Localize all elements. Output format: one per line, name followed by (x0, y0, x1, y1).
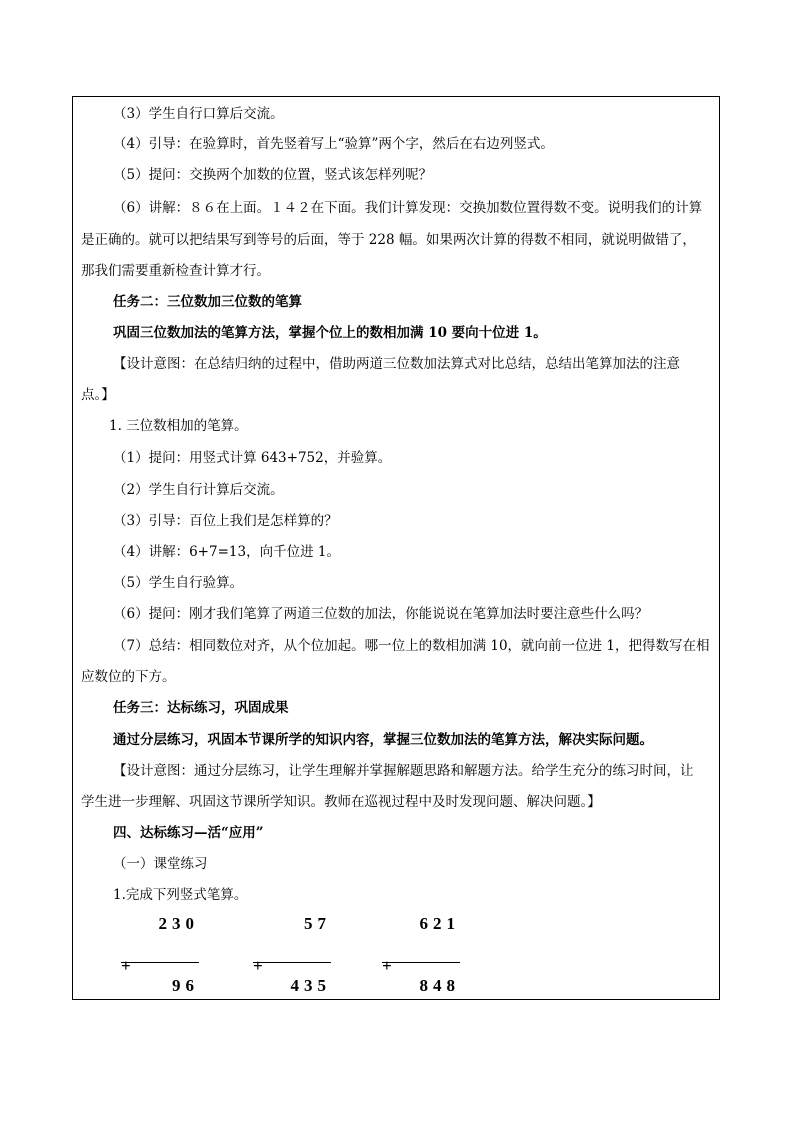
plus-sign: + (382, 956, 397, 975)
section-heading: 任务二：三位数加三位数的笔算 (113, 294, 302, 310)
text-line: （5）学生自行验算。 (113, 575, 244, 591)
text-line: （4）讲解：6+7=13，向千位进 1。 (113, 544, 340, 560)
text-line: （7）总结：相同数位对齐，从个位加起。哪一位上的数相加满 10，就向前一位进 1，把得数写在相 (113, 638, 710, 654)
design-intent: 【设计意图：通过分层练习，让学生理解并掌握解题思路和解题方法。给学生充分的练习时间，让 (113, 763, 694, 779)
addend-top: 57 (304, 914, 331, 933)
addend-bottom: 96 (172, 976, 199, 995)
text-line: （1）提问：用竖式计算 643+752，并验算。 (113, 450, 392, 466)
text-line: 那我们需要重新检查计算才行。 (81, 263, 270, 279)
sum-line (121, 962, 199, 963)
design-intent-cont: 点。】 (81, 387, 115, 403)
section-goal: 巩固三位数加法的笔算方法，掌握个位上的数相加满 10 要向十位进 1。 (113, 325, 547, 341)
text-line: 应数位的下方。 (81, 669, 176, 685)
addend-top: 621 (419, 914, 460, 933)
design-intent: 【设计意图：在总结归纳的过程中，借助两道三位数加法算式对比总结，总结出笔算加法的注意 (113, 356, 680, 372)
section-heading: 任务三：达标练习，巩固成果 (113, 700, 289, 716)
text-line: 是正确的。就可以把结果写到等号的后面，等于 228 幅。如果两次计算的得数不相同，就说明做错了， (81, 232, 696, 248)
text-line: （6）提问：刚才我们笔算了两道三位数的加法，你能说说在笔算加法时要注意些什么吗？ (113, 606, 649, 622)
vertical-addition-exercises (81, 914, 713, 994)
lesson-plan-table-cell (72, 96, 720, 1000)
addend-bottom: 848 (419, 976, 460, 995)
text-line: （4）引导：在验算时，首先竖着写上“验算”两个字，然后在右边列竖式。 (113, 136, 554, 152)
text-line: （2）学生自行计算后交流。 (113, 482, 284, 498)
plus-sign: + (253, 956, 268, 975)
sum-line (253, 962, 331, 963)
plus-sign: + (121, 956, 136, 975)
exercise-instruction: 1.完成下列竖式笔算。 (113, 887, 248, 903)
subsection-title: （一）课堂练习 (113, 856, 208, 872)
text-line: （3）学生自行口算后交流。 (113, 106, 284, 122)
text-line: （3）引导：百位上我们是怎样算的？ (113, 513, 338, 529)
text-line: （5）提问：交换两个加数的位置，竖式该怎样列呢？ (113, 167, 433, 183)
subsection-title: 1. 三位数相加的笔算。 (109, 418, 248, 434)
addend-bottom: 435 (290, 976, 331, 995)
design-intent-cont: 学生进一步理解、巩固这节课所学知识。教师在巡视过程中及时发现问题、解决问题。】 (81, 794, 601, 810)
section-heading: 四、达标练习—活“应用” (113, 825, 264, 841)
text-line: （6）讲解：８６在上面。１４２在下面。我们计算发现：交换加数位置得数不变。说明我们的计算 (113, 200, 703, 216)
addend-top: 230 (158, 914, 199, 933)
sum-line (382, 962, 460, 963)
section-goal: 通过分层练习，巩固本节课所学的知识内容，掌握三位数加法的笔算方法，解决实际问题。 (113, 732, 653, 748)
